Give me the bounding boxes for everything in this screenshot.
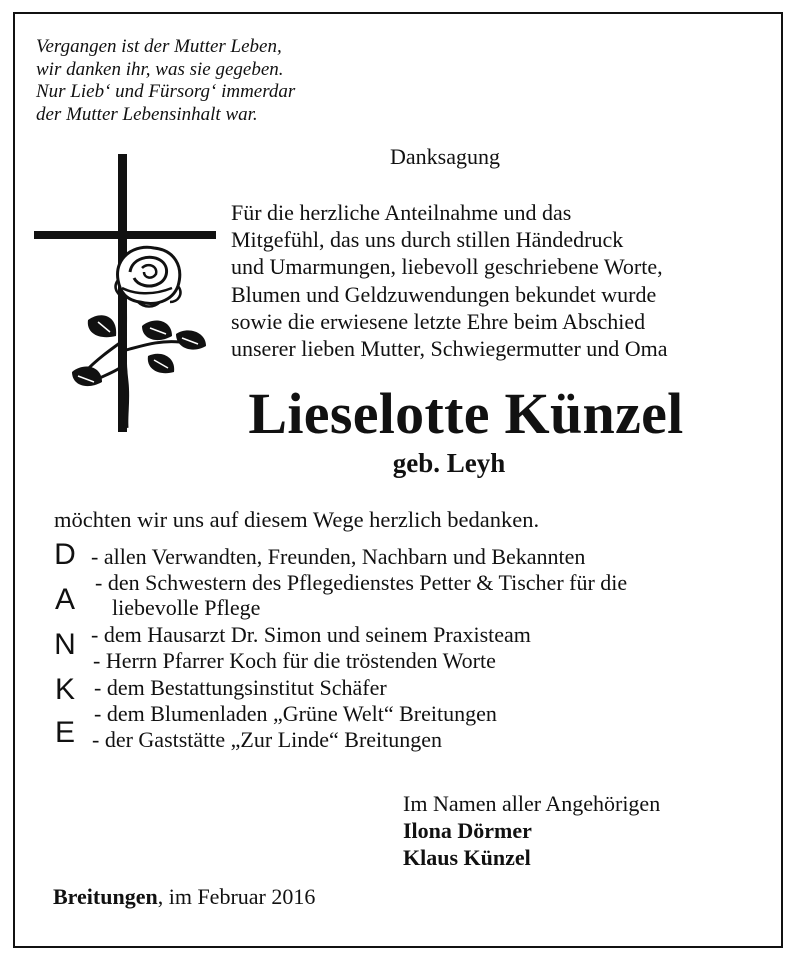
signature-block [403, 790, 660, 871]
danke-letter: E [54, 716, 75, 749]
thanks-line: - allen Verwandten, Freunden, Nachbarn und Bekannten [91, 544, 586, 569]
thanks-line: - dem Hausarzt Dr. Simon und seinem Praxisteam [91, 622, 531, 647]
heading: Danksagung [390, 144, 500, 169]
danke-letter: K [54, 673, 75, 706]
birth-name: geb. Leyh [392, 448, 506, 478]
poem-line: Nur Lieb‘ und Fürsorg‘ immerdar [36, 81, 296, 102]
poem-line: Vergangen ist der Mutter Leben, [36, 36, 282, 57]
thanks-line: - den Schwestern des Pflegedienstes Petter & Tischer für die [95, 570, 628, 595]
poem [36, 36, 295, 126]
intro-line: Blumen und Geldzuwendungen bekundet wurde [231, 281, 657, 307]
poem-line: wir danken ihr, was sie gegeben. [36, 58, 284, 80]
intro-line: und Umarmungen, liebevoll geschriebene Worte, [231, 254, 663, 280]
place-name: Breitungen [53, 884, 158, 909]
signature-name: Ilona Dörmer [403, 818, 532, 843]
thanks-line: - der Gaststätte „Zur Linde“ Breitungen [92, 727, 443, 752]
intro-text [231, 199, 668, 362]
thanks-intro: möchten wir uns auf diesem Wege herzlich bedanken. [54, 507, 540, 532]
signature-intro: Im Namen aller Angehörigen [403, 791, 661, 816]
thanks-line: liebevolle Pflege [112, 595, 261, 620]
signature-name: Klaus Künzel [403, 845, 531, 870]
date-text: , im Februar 2016 [157, 884, 316, 909]
intro-line: sowie die erwiesene letzte Ehre beim Abschied [231, 308, 646, 334]
danke-letter: D [54, 538, 76, 571]
deceased-name: Lieselotte Künzel [248, 381, 684, 446]
danke-letter: A [54, 583, 75, 616]
intro-line: Mitgefühl, das uns durch stillen Händedruck [231, 227, 624, 253]
thanks-line: - dem Blumenladen „Grüne Welt“ Breitungen [94, 701, 497, 726]
thanks-line: - Herrn Pfarrer Koch für die tröstenden Worte [93, 648, 496, 673]
place-date [53, 884, 315, 910]
intro-line: Für die herzliche Anteilnahme und das [231, 200, 572, 225]
thanks-line: - dem Bestattungsinstitut Schäfer [94, 675, 387, 700]
danke-letter: N [54, 628, 76, 661]
poem-line: der Mutter Lebensinhalt war. [36, 103, 258, 125]
intro-line: unserer lieben Mutter, Schwiegermutter und Oma [231, 336, 668, 362]
